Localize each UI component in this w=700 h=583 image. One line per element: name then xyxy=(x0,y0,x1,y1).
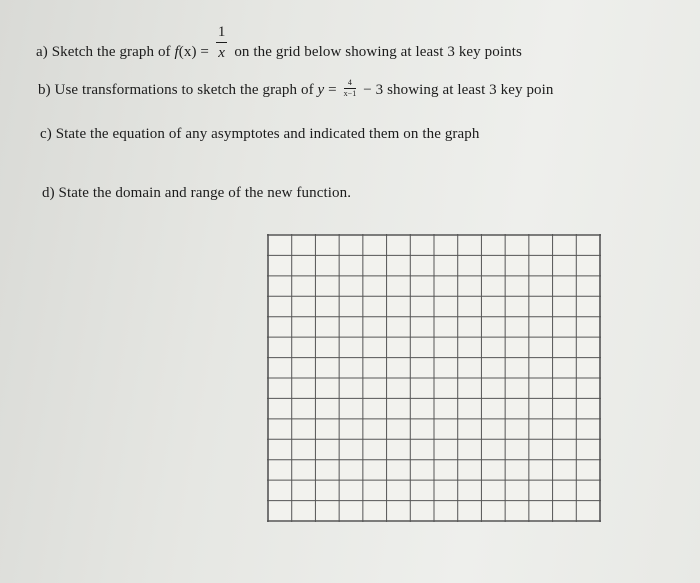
question-b-prefix: b) Use transformations to sketch the graph of xyxy=(38,82,318,98)
fraction-numerator: 1 xyxy=(216,25,228,43)
function-name: f xyxy=(174,44,179,60)
fraction-denominator: x−1 xyxy=(343,89,357,99)
fraction-numerator: 4 xyxy=(344,79,357,89)
question-a xyxy=(36,23,522,61)
question-a-prefix: a) Sketch the graph of xyxy=(36,44,175,60)
fraction-denominator: x xyxy=(218,44,226,61)
fraction-four-over-x-minus-one xyxy=(344,79,357,98)
question-d xyxy=(42,185,351,202)
question-b xyxy=(38,78,554,99)
fraction-one-over-x xyxy=(216,25,228,61)
y-variable: y xyxy=(317,82,325,98)
question-d-text: d) State the domain and range of the new function. xyxy=(42,185,352,201)
question-a-suffix: on the grid below showing at least 3 key points xyxy=(230,44,522,60)
question-b-suffix: − 3 showing at least 3 key poin xyxy=(359,82,554,98)
equals-sign: = xyxy=(324,82,341,98)
graph-grid xyxy=(267,234,601,522)
question-c xyxy=(40,126,479,143)
question-c-text: c) State the equation of any asymptotes and indicated them on the graph xyxy=(40,126,480,142)
function-argument: (x) = xyxy=(178,44,213,60)
